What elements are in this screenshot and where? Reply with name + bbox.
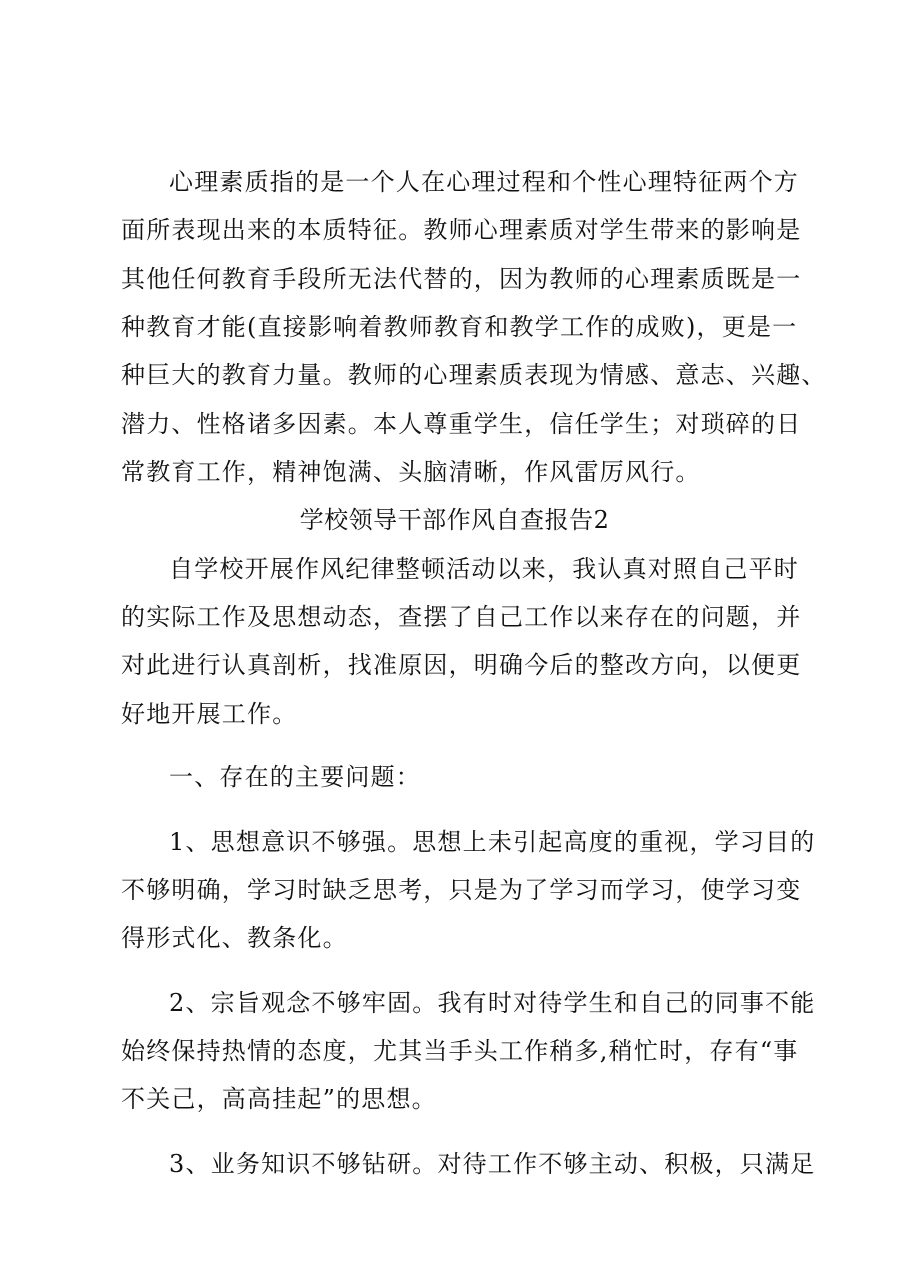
- paragraph-line: 3、业务知识不够钻研。对待工作不够主动、积极，只满足: [169, 1150, 816, 1178]
- paragraph-line: 一、存在的主要问题：: [169, 763, 421, 791]
- paragraph-line: 始终保持热情的态度，尤其当手头工作稍多,稍忙时，存有“事: [121, 1037, 799, 1065]
- paragraph-line: 1、思想意识不够强。思想上未引起高度的重视，学习目的: [169, 828, 816, 856]
- paragraph-line: 常教育工作，精神饱满、头脑清晰，作风雷厉风行。: [121, 458, 701, 486]
- paragraph-line: 不关己，高高挂起”的思想。: [121, 1085, 437, 1113]
- section-heading: 学校领导干部作风自查报告2: [299, 506, 610, 534]
- paragraph-line: 不够明确，学习时缺乏思考，只是为了学习而学习，使学习变: [121, 876, 802, 904]
- paragraph-line: 好地开展工作。: [121, 700, 298, 728]
- paragraph-line: 种巨大的教育力量。教师的心理素质表现为情感、意志、兴趣、: [121, 361, 827, 389]
- paragraph-line: 面所表现出来的本质特征。教师心理素质对学生带来的影响是: [121, 216, 802, 244]
- paragraph-line: 潜力、性格诸多因素。本人尊重学生，信任学生；对琐碎的日: [121, 410, 802, 438]
- paragraph-line: 自学校开展作风纪律整顿活动以来，我认真对照自己平时: [169, 555, 799, 583]
- paragraph-line: 心理素质指的是一个人在心理过程和个性心理特征两个方: [169, 168, 799, 196]
- paragraph-line: 得形式化、教条化。: [121, 924, 348, 952]
- paragraph-line: 对此进行认真剖析，找准原因，明确今后的整改方向，以便更: [121, 651, 802, 679]
- paragraph-line: 种教育才能(直接影响着教师教育和教学工作的成败)，更是一: [121, 313, 798, 341]
- paragraph-line: 2、宗旨观念不够牢固。我有时对待学生和自己的同事不能: [169, 989, 816, 1017]
- paragraph-line: 的实际工作及思想动态，查摆了自己工作以来存在的问题，并: [121, 603, 802, 631]
- paragraph-line: 其他任何教育手段所无法代替的，因为教师的心理素质既是一: [121, 265, 802, 293]
